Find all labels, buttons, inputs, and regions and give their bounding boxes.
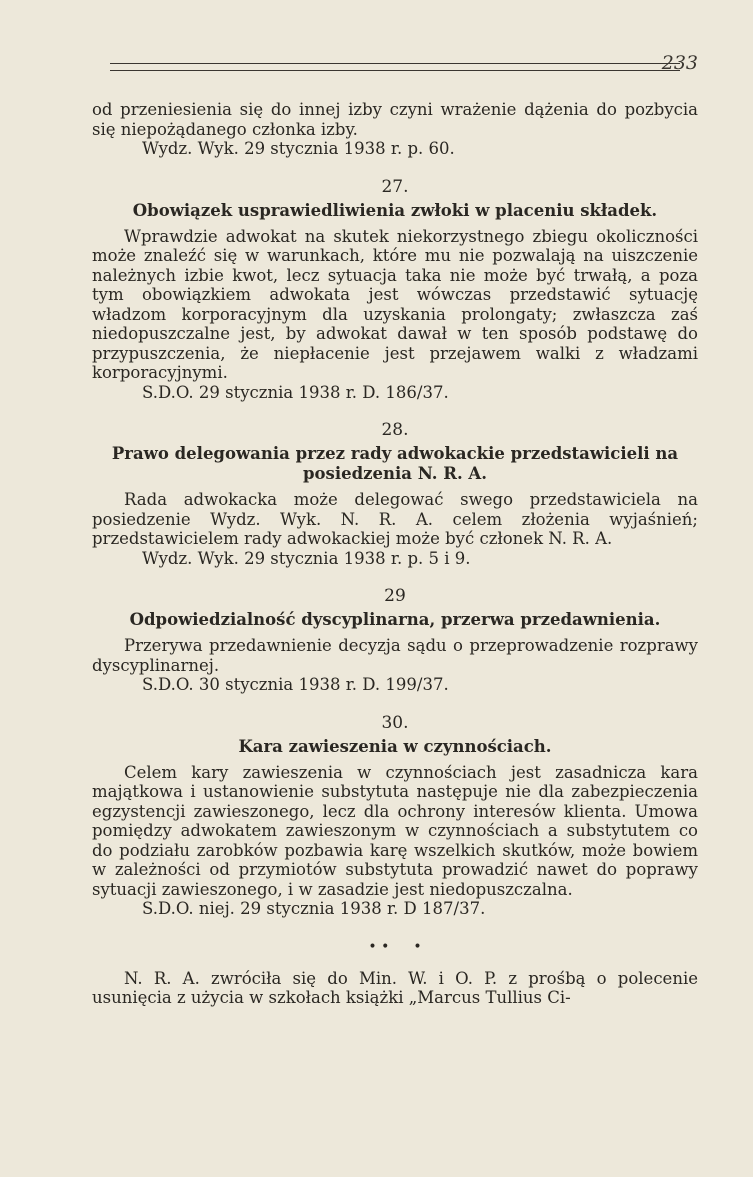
separator-star-top: • xyxy=(368,938,377,955)
section-body: Rada adwokacka może delegować swego przedstawiciela na posiedzenie Wydz. Wyk. N. R. A. celem złożenia wyjaśnień; przedstawicielem rady adwokackiej może być członek N. R. A. xyxy=(92,490,698,548)
section-27 xyxy=(92,177,698,403)
intro-paragraph: od przeniesienia się do innej izby czyni wrażenie dążenia do pozbycia się niepożądanego członka izby. xyxy=(92,100,698,139)
section-citation: Wydz. Wyk. 29 stycznia 1938 r. p. 5 i 9. xyxy=(142,548,471,568)
section-number: 29 xyxy=(384,586,406,606)
header-rule-top xyxy=(110,63,680,64)
section-number: 30. xyxy=(381,712,409,733)
intro-citation: Wydz. Wyk. 29 stycznia 1938 r. p. 60. xyxy=(142,139,455,158)
section-number: 27. xyxy=(381,176,409,197)
document-page xyxy=(92,46,698,1008)
section-30 xyxy=(92,713,698,919)
section-body: Przerywa przedawnienie decyzja sądu o przeprowadzenie rozprawy dyscyplinarnej. xyxy=(92,636,698,675)
section-citation: S.D.O. niej. 29 stycznia 1938 r. D 187/37. xyxy=(142,899,486,918)
section-title: Kara zawieszenia w czynnościach. xyxy=(238,736,552,756)
section-citation: S.D.O. 30 stycznia 1938 r. D. 199/37. xyxy=(142,675,449,694)
section-body: Wprawdzie adwokat na skutek niekorzystnego zbiegu okoliczności może znaleźć się w warunkach, które mu nie pozwalają na uiszczenie należnych izbie kwot, lecz sytuacja taka nie może być trwałą, a poza tym obowiązkiem adwokata jest wówczas przedstawić sytuację władzom korporacyjnym dla uzyskania prolongaty; zwłaszcza zaś niedopuszczalne jest, by adwokat dawał w ten sposób podstawę do przypuszczenia, że niepłacenie jest przejawem walki z władzami korporacyjnymi. xyxy=(92,226,698,382)
section-separator xyxy=(92,939,698,955)
section-title: Odpowiedzialność dyscyplinarna, przerwa przedawnienia. xyxy=(129,610,661,629)
separator-stars-bottom: •• xyxy=(381,938,446,955)
section-title: Prawo delegowania przez rady adwokackie przedstawicieli na posiedzenia N. R. A. xyxy=(111,444,679,483)
section-number: 28. xyxy=(381,420,409,440)
section-body: Celem kary zawieszenia w czynnościach jest zasadnicza kara majątkowa i ustanowienie substytuta następuje nie dla zabezpieczenia egzystencji zawieszonego, lecz dla ochrony interesów klienta. Umowa pomiędzy adwokatem zawieszonym w czynnościach a substytutem co do podziału zarobków pozbawia karę wszelkich skutków, może bowiem w zależności od przymiotów substytuta prowadzić nawet do poprawy sytuacji zawieszonego, i w zasadzie jest niedopuszczalna. xyxy=(92,762,698,899)
section-citation: S.D.O. 29 stycznia 1938 r. D. 186/37. xyxy=(142,382,449,402)
closing-paragraph: N. R. A. zwróciła się do Min. W. i O. P. z prośbą o polecenie usunięcia z użycia w szkołach książki „Marcus Tullius Ci- xyxy=(92,968,698,1007)
page-number: 233 xyxy=(661,52,698,74)
section-title: Obowiązek usprawiedliwienia zwłoki w placeniu składek. xyxy=(132,200,658,220)
section-29 xyxy=(92,586,698,695)
section-28 xyxy=(92,420,698,568)
header-rule-bottom xyxy=(110,70,680,71)
page-header xyxy=(92,46,698,82)
